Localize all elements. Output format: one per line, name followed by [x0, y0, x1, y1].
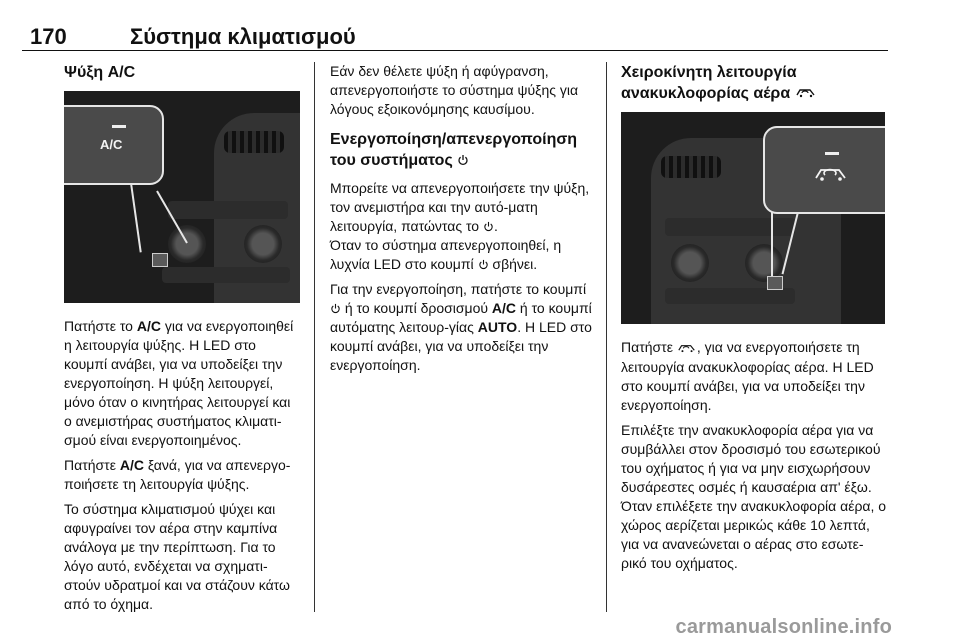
button-name: A/C	[136, 318, 161, 334]
led-indicator	[112, 125, 126, 128]
intro-paragraph: Εάν δεν θέλετε ψύξη ή αφύγρανση, απενεργοποιήστε το σύστημα ψύξης για λόγους εξοικονόμησης καυσίμου.	[330, 63, 579, 117]
column-divider	[314, 62, 315, 612]
watermark: carmanualsonline.info	[675, 616, 892, 638]
led-indicator	[825, 152, 839, 155]
air-recirculation-icon	[813, 164, 849, 187]
text-run: Πατήστε το	[64, 318, 137, 334]
ac-button-location	[152, 253, 168, 267]
page-number: 170	[30, 24, 67, 49]
zoomed-ac-button	[64, 105, 164, 185]
text-run: ή το κουμπί δροσισμού	[341, 300, 492, 316]
column-1	[64, 62, 300, 620]
button-name: A/C	[491, 300, 517, 316]
text-run: ή το κουμπί αυτόματης λειτουρ-γίας	[330, 300, 592, 335]
paragraph	[64, 317, 300, 450]
recirculation-button-figure	[621, 112, 885, 324]
paragraph	[621, 421, 887, 573]
section-heading-recirculation	[621, 62, 887, 104]
temperature-knob	[244, 225, 282, 263]
air-recirculation-icon	[795, 83, 817, 104]
column-3	[621, 62, 887, 579]
power-icon	[330, 300, 341, 311]
text-run: για να ενεργοποιηθεί η λειτουργία ψύξης. Η LED στο κουμπί ανάβει, για να υποδείξει την ενεργοποίηση. Η ψύξη λειτουργεί, μόνο όταν ο κινητήρας λειτουργεί και ο ανεμιστήρας συστήματος κλιματι-σμού είναι ενεργοποιημένος.	[64, 318, 294, 448]
text-run: Για την ενεργοποίηση, πατήστε το κουμπί	[330, 281, 587, 297]
ac-button-figure	[64, 91, 300, 303]
power-icon	[483, 218, 494, 229]
text-run: . Η LED στο κουμπί ανάβει, για να υποδείξει την ενεργοποίηση.	[330, 319, 592, 373]
callout-pointer	[771, 212, 773, 276]
paragraph	[330, 179, 598, 274]
section-heading-system-onoff	[330, 129, 598, 171]
control-panel-row	[665, 288, 795, 304]
control-panel-row	[665, 218, 795, 236]
zoomed-recirculation-button	[763, 126, 885, 214]
callout-pointer	[130, 183, 142, 253]
power-icon	[478, 256, 489, 267]
power-icon	[457, 151, 468, 162]
recirculation-button-location	[767, 276, 783, 290]
air-recirculation-icon	[677, 339, 697, 358]
paragraph	[330, 280, 598, 375]
air-vent	[661, 156, 721, 178]
text-run: Πατήστε	[64, 457, 120, 473]
paragraph	[621, 338, 887, 415]
text-run: σβήνει.	[488, 256, 538, 272]
chapter-title: Σύστημα κλιματισμού	[130, 24, 356, 49]
text-run: ξανά, για να απενεργο-ποιήσετε τη λειτουργία ψύξης.	[64, 457, 291, 492]
text-run: .	[493, 218, 498, 234]
page-header	[22, 18, 888, 51]
air-vent	[224, 131, 284, 153]
button-name: A/C	[119, 457, 144, 473]
ac-button-label: A/C	[100, 137, 123, 152]
paragraph	[64, 500, 300, 614]
button-name: AUTO	[477, 319, 518, 335]
heading-text: Χειροκίνητη λειτουργία ανακυκλοφορίας αέρα	[621, 64, 797, 102]
text-run: Το σύστημα κλιματισμού ψύχει και αφυγραίνει τον αέρα στην καμπίνα ανάλογα με την περίπτωση. Για το λόγο αυτό, ενδέχεται να σχηματι-στούν υδρατμοί και να στάζουν κάτω από το όχημα.	[64, 501, 290, 612]
control-panel-row	[168, 201, 288, 219]
text-run: Πατήστε	[621, 339, 677, 356]
section-heading-ac-cooling: Ψύξη A/C	[64, 64, 136, 81]
temperature-knob	[168, 225, 206, 263]
paragraph	[64, 456, 300, 494]
column-2	[330, 62, 598, 381]
text-run: Επιλέξτε την ανακυκλοφορία αέρα για να συμβάλλει στον δροσισμό του εσωτερικού του οχήματος ή για να μην εισχωρήσουν δυσάρεστες οσμές ή καυσαέρια απ' έξω. Όταν επιλέξετε την ανακυκλοφορία αέρα, ο χώρος αερίζεται μερικώς κάθε 10 λεπτά, για να ανανεώνεται ο αέρας στο εσωτε-ρικό του οχήματος.	[621, 422, 887, 572]
control-panel-row	[162, 267, 290, 283]
text-run: Μπορείτε να απενεργοποιήσετε την ψύξη, τον ανεμιστήρα και την αυτό-ματη λειτουργία, πατώντας το	[330, 180, 590, 234]
heading-text: Ενεργοποίηση/απενεργοποίηση του συστήματος	[330, 131, 578, 169]
text-run: Όταν το σύστημα απενεργοποιηθεί, η λυχνία LED στο κουμπί	[330, 237, 562, 272]
temperature-knob	[671, 244, 709, 282]
text-run: , για να ενεργοποιήσετε τη λειτουργία ανακυκλοφορίας αέρα. Η LED στο κουμπί ανάβει, για να υποδείξει την ενεργοποίηση.	[621, 339, 874, 414]
column-divider	[606, 62, 607, 612]
